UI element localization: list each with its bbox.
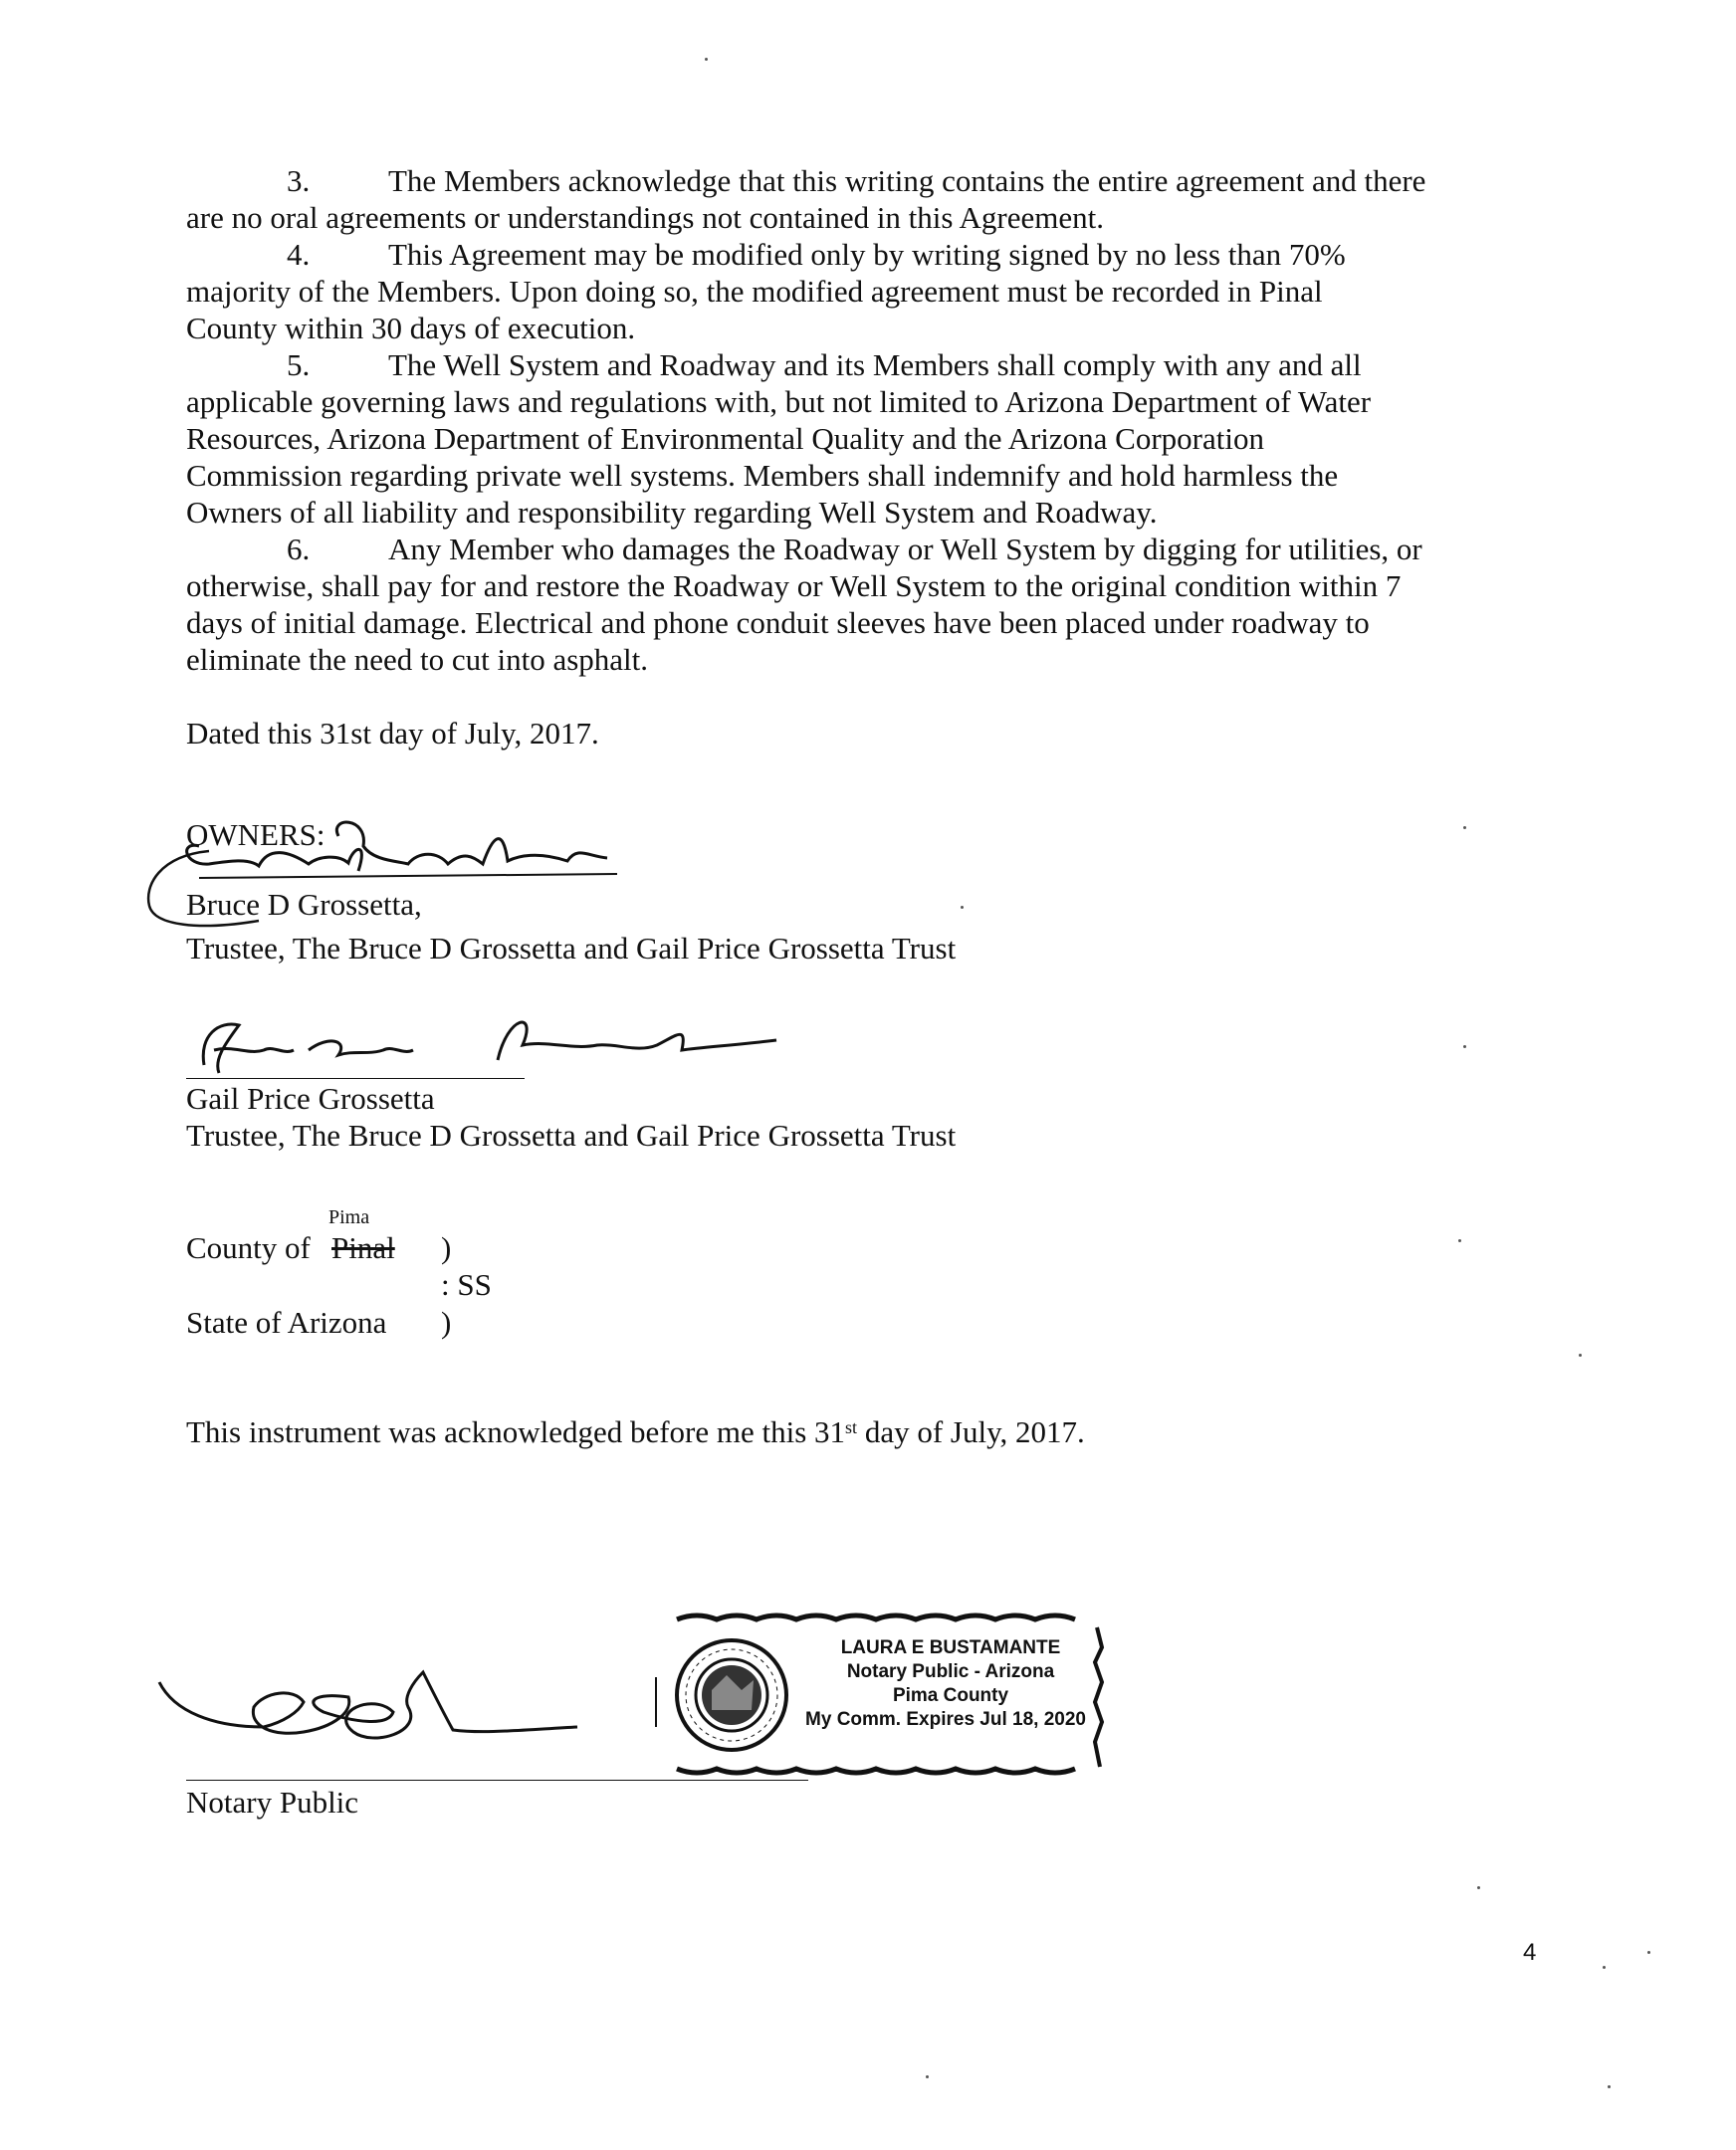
scan-speck (961, 906, 964, 909)
acknowledgment-line (186, 1413, 1085, 1450)
signature-gail-price-grossetta (179, 1005, 796, 1085)
notary-label: Notary Public (186, 1785, 359, 1820)
stamp-county: Pima County (892, 1685, 1009, 1706)
paragraph-line: days of initial damage. Electrical and phone conduit sleeves have been placed under roadway to (186, 605, 1370, 640)
paragraph-line: This Agreement may be modified only by writing signed by no less than 70% (388, 237, 1346, 272)
paragraph-number: 6. (287, 532, 311, 566)
venue-ss: : SS (441, 1267, 492, 1302)
county-label: County of (186, 1230, 311, 1265)
county-struck: Pinal (331, 1230, 395, 1265)
state-label: State of Arizona (186, 1305, 387, 1340)
scan-speck (1463, 826, 1466, 829)
venue-paren: ) (441, 1305, 452, 1340)
signer1-title: Trustee, The Bruce D Grossetta and Gail Price Grossetta Trust (186, 931, 957, 966)
county-handwritten-correction: Pima (328, 1206, 370, 1228)
paragraph-line: eliminate the need to cut into asphalt. (186, 642, 649, 677)
signature-line (186, 1078, 525, 1079)
paragraph-line: majority of the Members. Upon doing so, the modified agreement must be recorded in Pinal (186, 274, 1323, 309)
acknowledgment-after: day of July, 2017. (857, 1414, 1085, 1449)
state-seal-icon (672, 1635, 791, 1755)
paragraph-line: Owners of all liability and responsibility regarding Well System and Roadway. (186, 495, 1158, 530)
signer2-title: Trustee, The Bruce D Grossetta and Gail Price Grossetta Trust (186, 1118, 957, 1153)
scan-speck (1647, 1951, 1650, 1954)
paragraph-line: otherwise, shall pay for and restore the Roadway or Well System to the original condition within 7 (186, 568, 1402, 603)
paragraph-line: The Well System and Roadway and its Members shall comply with any and all (388, 347, 1362, 382)
paragraph-number: 3. (287, 163, 311, 198)
owners-heading: OWNERS: (186, 817, 326, 852)
scan-speck (705, 58, 708, 61)
page-number: 4 (1523, 1939, 1537, 1966)
dated-line: Dated this 31st day of July, 2017. (186, 716, 599, 751)
signature-notary (154, 1652, 592, 1762)
stamp-name: LAURA E BUSTAMANTE (840, 1637, 1061, 1658)
paragraph-line: Any Member who damages the Roadway or Well System by digging for utilities, or (388, 532, 1422, 566)
scan-speck (1477, 1886, 1480, 1889)
stamp-expires: My Comm. Expires Jul 18, 2020 (805, 1709, 1086, 1730)
paragraph-line: Resources, Arizona Department of Environmental Quality and the Arizona Corporation (186, 421, 1264, 456)
scan-speck (1603, 1966, 1606, 1969)
paragraph-line: The Members acknowledge that this writing contains the entire agreement and there (388, 163, 1426, 198)
acknowledgment-sup: st (845, 1417, 858, 1437)
paragraph-line: applicable governing laws and regulations with, but not limited to Arizona Department of Water (186, 384, 1372, 419)
paragraph-line: County within 30 days of execution. (186, 311, 636, 345)
paragraph-line: are no oral agreements or understandings not contained in this Agreement. (186, 200, 1104, 235)
paragraph-number: 5. (287, 347, 311, 382)
paragraph-line: Commission regarding private well systems. Members shall indemnify and hold harmless the (186, 458, 1339, 493)
scan-speck (1463, 1045, 1466, 1048)
stamp-title: Notary Public - Arizona (846, 1661, 1055, 1682)
signer2-name: Gail Price Grossetta (186, 1081, 435, 1116)
venue-paren: ) (441, 1230, 452, 1265)
paragraph-number: 4. (287, 237, 311, 272)
acknowledgment-before: This instrument was acknowledged before me this 31 (186, 1414, 846, 1449)
scan-speck (1608, 2085, 1611, 2088)
scan-speck (1458, 1239, 1461, 1242)
scan-speck (926, 2075, 929, 2078)
notary-stamp (652, 1608, 1110, 1782)
signer1-name: Bruce D Grossetta, (186, 887, 422, 922)
scan-speck (1579, 1354, 1582, 1357)
